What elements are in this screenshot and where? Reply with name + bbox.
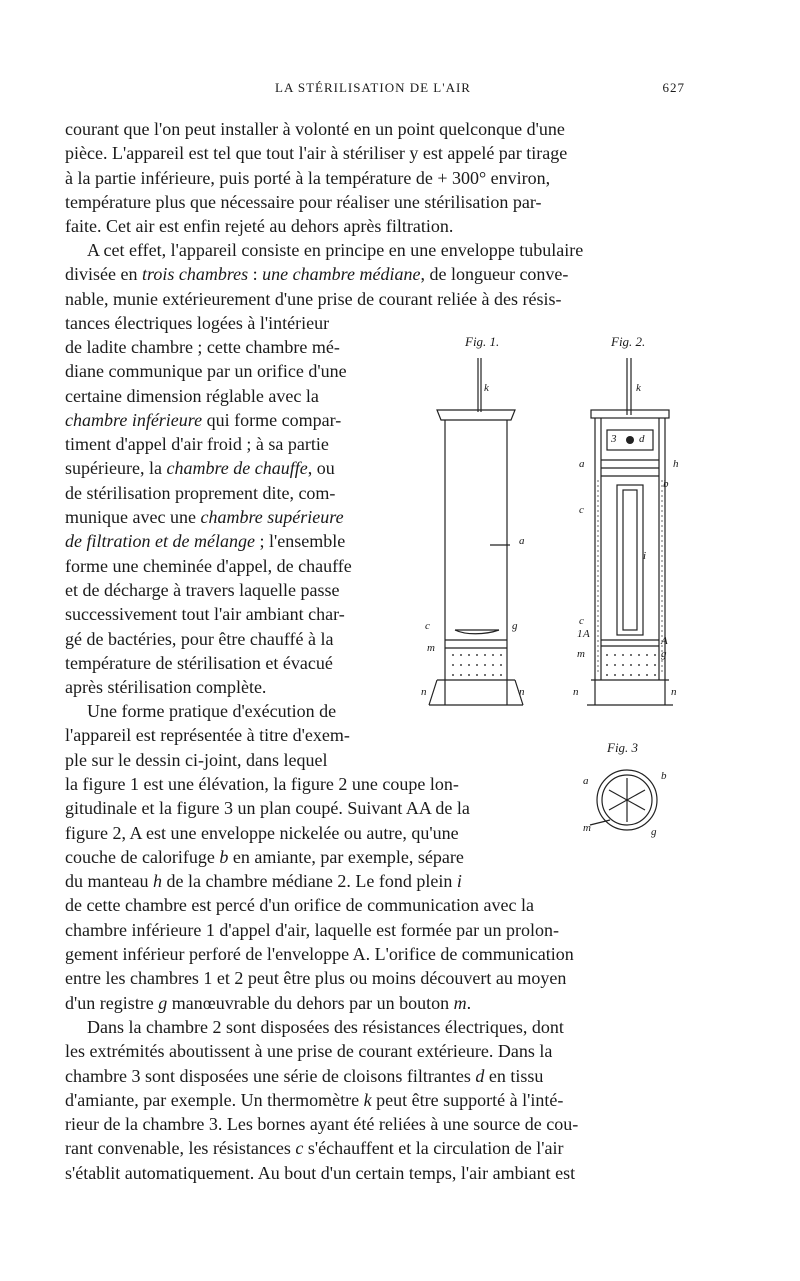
text-line <box>65 190 685 214</box>
text-segment: tances électriques logées à l'intérieur <box>65 312 330 333</box>
text-line <box>65 117 685 141</box>
fig2-label-d: d <box>639 433 645 445</box>
text-line <box>65 408 405 432</box>
text-line <box>65 675 405 699</box>
text-line <box>65 1088 685 1112</box>
text-line <box>65 456 405 480</box>
text-line <box>65 432 405 456</box>
fig2-label-A-left: A <box>583 628 590 640</box>
text-segment: température plus que nécessaire pour réaliser une stérilisation par- <box>65 191 542 212</box>
page-number: 627 <box>662 80 685 95</box>
text-segment: gement inférieur perforé de l'enveloppe A. L'orifice de communication <box>65 944 574 965</box>
text-line <box>65 238 685 262</box>
text-segment: de ladite chambre ; cette chambre mé- <box>65 337 340 357</box>
text-line <box>65 1161 685 1185</box>
fig2-thermometer-bulb <box>626 436 634 444</box>
paragraph-4 <box>65 1015 685 1185</box>
italic-term: chambre supérieure <box>200 507 344 528</box>
text-segment: Dans la chambre 2 sont disposées des résistances électriques, dont <box>87 1017 564 1037</box>
text-segment: divisée en <box>65 264 142 285</box>
fig2-label-g: g <box>661 648 667 660</box>
text-segment: l'appareil est représentée à titre d'exem- <box>65 725 350 746</box>
text-line <box>65 966 685 990</box>
fig2-label-A-right: A <box>661 635 668 647</box>
text-segment: pièce. L'appareil est tel que tout l'air à stériliser y est appelé par tirage <box>65 143 568 164</box>
text-segment: la figure 1 est une élévation, la figure 2 une coupe lon- <box>65 774 459 794</box>
fig2-label-c2: c <box>579 615 584 627</box>
text-segment: température de stérilisation et évacué <box>65 652 333 673</box>
text-segment: ple sur le dessin ci-joint, dans lequel <box>65 749 328 770</box>
fig2-label-1: 1 <box>577 628 583 640</box>
italic-term: h <box>152 871 162 892</box>
text-segment: gé de bactéries, pour être chauffé à la <box>65 628 334 649</box>
text-segment: ; l'ensemble <box>254 531 346 552</box>
text-line <box>65 602 405 626</box>
text-segment: forme une cheminée d'appel, de chauffe <box>65 555 352 576</box>
fig2-label-b: b <box>663 478 669 490</box>
text-line <box>65 166 685 190</box>
text-line <box>65 942 685 966</box>
text-segment: de la chambre médiane 2. Le fond plein <box>161 871 457 892</box>
italic-term: chambre inférieure <box>65 409 203 430</box>
text-segment: chambre inférieure 1 d'appel d'air, laquelle est formée par un prolon- <box>65 919 560 940</box>
fig1-label-n-left: n <box>421 686 427 698</box>
paragraph-1 <box>65 117 685 238</box>
text-segment: successivement tout l'air ambiant char- <box>65 604 345 625</box>
text-segment: courant que l'on peut installer à volonté en un point quelconque d'une <box>65 119 565 139</box>
text-line <box>65 748 405 772</box>
italic-term: de filtration et de mélange <box>65 531 255 552</box>
text-line <box>65 214 685 238</box>
text-segment: Une forme pratique d'exécution de <box>87 701 337 721</box>
italic-term: k <box>363 1089 372 1110</box>
text-segment: d'amiante, par exemple. Un thermomètre <box>65 1089 364 1110</box>
fig3-label-g: g <box>651 826 657 838</box>
text-line <box>65 287 685 311</box>
paragraph-3-narrow <box>65 699 405 772</box>
running-title: LA STÉRILISATION DE L'AIR <box>275 80 471 95</box>
text-segment: figure 2, A est une enveloppe nickelée ou autre, qu'une <box>65 822 459 843</box>
italic-term: i <box>456 871 462 892</box>
text-line <box>65 991 685 1015</box>
italic-term: chambre de chauffe <box>166 458 308 479</box>
text-segment: A cet effet, l'appareil consiste en principe en une enveloppe tubulaire <box>87 240 584 260</box>
text-line <box>65 1136 685 1160</box>
text-line <box>65 699 405 723</box>
text-line <box>65 481 405 505</box>
italic-term: b <box>219 846 229 867</box>
figures-illustration <box>415 330 700 850</box>
figure-drawings <box>415 330 700 850</box>
text-segment: gitudinale et la figure 3 un plan coupé. Suivant AA de la <box>65 798 470 819</box>
italic-term: d <box>475 1065 485 1086</box>
text-segment: qui forme compar- <box>202 409 342 430</box>
fig1-label: Fig. 1. <box>465 334 500 349</box>
text-line <box>65 869 685 893</box>
fig2-perforations <box>606 654 656 676</box>
fig2-label-i: i <box>643 550 647 562</box>
italic-term: m <box>453 992 467 1013</box>
text-segment: en tissu <box>484 1065 544 1086</box>
text-line <box>65 554 405 578</box>
fig1-label-k: k <box>484 382 489 394</box>
text-segment: , de longueur conve- <box>420 264 569 285</box>
text-line <box>65 918 685 942</box>
fig1-label-m: m <box>427 642 435 654</box>
fig2-label-k: k <box>636 382 641 394</box>
fig1-perforations <box>452 654 502 676</box>
text-line <box>65 1112 685 1136</box>
text-segment: les extrémités aboutissent à une prise de courant extérieure. Dans la <box>65 1041 553 1062</box>
italic-term: c <box>295 1138 304 1159</box>
text-segment: en amiante, par exemple, sépare <box>228 846 464 867</box>
fig1-elevation <box>429 358 523 705</box>
fig2-label-a: a <box>579 458 585 470</box>
text-segment: nable, munie extérieurement d'une prise de courant reliée à des résis- <box>65 288 562 309</box>
text-segment: de cette chambre est percé d'un orifice de communication avec la <box>65 895 535 916</box>
text-segment: . <box>466 992 472 1013</box>
text-segment: de stérilisation proprement dite, com- <box>65 482 336 503</box>
text-segment: certaine dimension réglable avec la <box>65 385 319 406</box>
text-line <box>65 1015 685 1039</box>
text-segment: s'établit automatiquement. Au bout d'un certain temps, l'air ambiant est <box>65 1162 576 1183</box>
text-line <box>65 384 405 408</box>
text-line <box>65 505 405 529</box>
italic-term: trois chambres <box>141 264 249 285</box>
fig1-label-n-right: n <box>519 686 525 698</box>
running-header <box>65 80 685 102</box>
paragraph-2-full <box>65 238 685 335</box>
italic-term: g <box>158 992 168 1013</box>
text-segment: entre les chambres 1 et 2 peut être plus ou moins découvert au moyen <box>65 968 567 989</box>
text-segment: à la partie inférieure, puis porté à la température de + 300° environ, <box>65 167 551 188</box>
text-line <box>65 1064 685 1088</box>
text-line <box>65 627 405 651</box>
text-segment: peut être supporté à l'inté- <box>371 1089 564 1110</box>
text-line <box>65 262 685 286</box>
fig3-label: Fig. 3 <box>607 740 639 755</box>
text-segment: s'échauffent et la circulation de l'air <box>303 1138 564 1159</box>
text-segment: du manteau <box>65 871 153 892</box>
text-segment: après stérilisation complète. <box>65 677 267 698</box>
text-segment: chambre 3 sont disposées une série de cloisons filtrantes <box>65 1065 476 1086</box>
text-segment: couche de calorifuge <box>65 846 220 867</box>
text-segment: manœuvrable du dehors par un bouton <box>167 992 454 1013</box>
text-segment: faite. Cet air est enfin rejeté au dehors après filtration. <box>65 216 454 237</box>
text-line <box>65 359 405 383</box>
text-line <box>65 335 405 359</box>
text-segment: : <box>248 264 263 285</box>
text-segment: , ou <box>307 458 335 479</box>
text-line <box>65 651 405 675</box>
text-segment: timent d'appel d'air froid ; à sa partie <box>65 434 329 455</box>
fig2-label-n-right: n <box>671 686 677 698</box>
fig2-label-3: 3 <box>611 433 617 445</box>
text-line <box>65 141 685 165</box>
fig3-label-b: b <box>661 770 667 782</box>
fig2-label-c: c <box>579 504 584 516</box>
text-line <box>65 578 405 602</box>
text-segment: d'un registre <box>65 992 159 1013</box>
text-segment: diane communique par un orifice d'une <box>65 361 347 382</box>
italic-term: une chambre médiane <box>262 264 421 285</box>
fig3-plan <box>590 770 657 830</box>
text-line <box>65 1039 685 1063</box>
fig2-label-n-left: n <box>573 686 579 698</box>
text-line <box>65 893 685 917</box>
text-segment: rant convenable, les résistances <box>65 1138 296 1159</box>
fig2-label-h: h <box>673 458 679 470</box>
fig3-label-m: m <box>583 822 591 834</box>
text-segment: munique avec une <box>65 507 201 528</box>
text-segment: rieur de la chambre 3. Les bornes ayant été reliées à une source de cou- <box>65 1114 579 1135</box>
text-segment: et de décharge à travers laquelle passe <box>65 579 340 600</box>
fig2-label: Fig. 2. <box>611 334 646 349</box>
fig1-label-c: c <box>425 620 430 632</box>
fig3-label-a: a <box>583 775 589 787</box>
text-segment: supérieure, la <box>65 458 167 479</box>
fig1-label-a: a <box>519 535 525 547</box>
fig2-label-m: m <box>577 648 585 660</box>
paragraph-2-narrow <box>65 335 405 699</box>
text-line <box>65 529 405 553</box>
text-line <box>65 723 405 747</box>
fig1-label-g: g <box>512 620 518 632</box>
